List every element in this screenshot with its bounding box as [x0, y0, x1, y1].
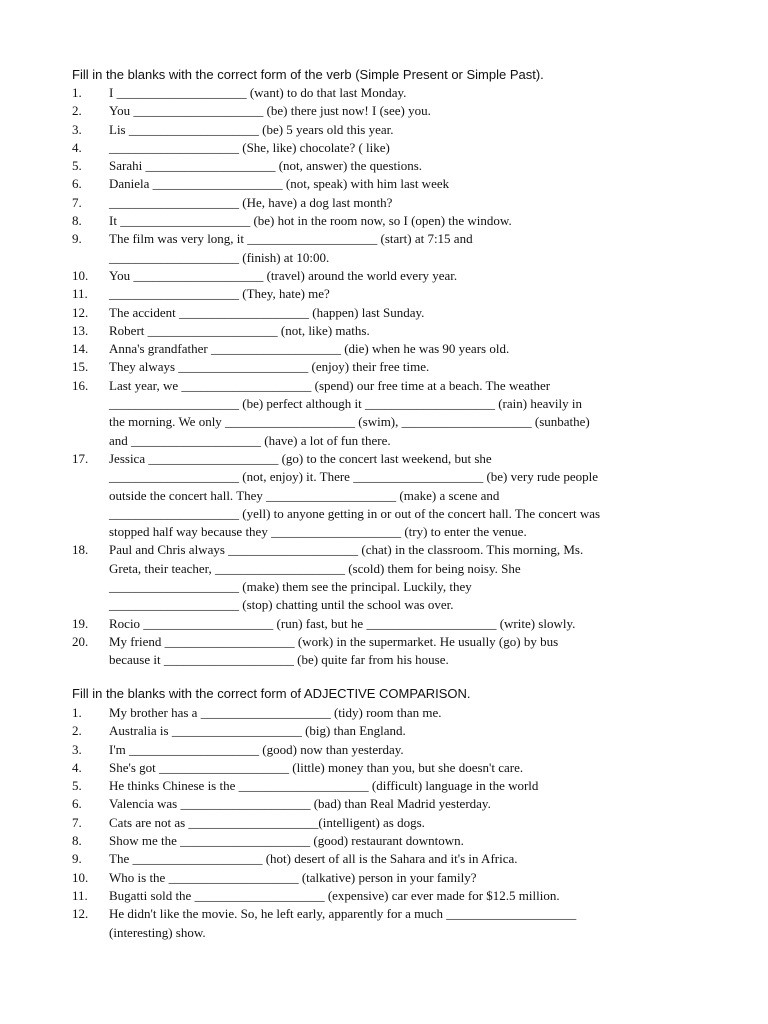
- exercise-item: [72, 304, 702, 322]
- item-sentence: Daniela ____________________ (not, speak) with him last week: [109, 176, 450, 192]
- exercise-item: [72, 175, 702, 193]
- item-number: 2.: [72, 723, 82, 739]
- item-number: 8.: [72, 833, 82, 849]
- item-sentence: Rocio ____________________ (run) fast, but he ____________________ (write) slowly.: [109, 615, 576, 631]
- item-sentence: They always ____________________ (enjoy) their free time.: [109, 359, 430, 375]
- exercise-item: [72, 377, 702, 450]
- exercise-item: [72, 869, 702, 887]
- item-sentence: Australia is ____________________ (big) than England.: [109, 723, 406, 739]
- item-number: 10.: [72, 267, 89, 283]
- exercise-item: [72, 814, 702, 832]
- exercise-item: [72, 267, 702, 285]
- exercise-item: [72, 905, 702, 942]
- item-sentence: Last year, we ____________________ (spend) our free time at a beach. The weather ____________________ (be) perfect although it ____________________ (rain) heavily in the morning. We only ____________________ (swim), ____________________ (sunbathe) and ____________________ (have) a lot of fun there.: [109, 377, 590, 448]
- item-number: 7.: [72, 814, 82, 830]
- exercise-item: [72, 887, 702, 905]
- section-1-heading: Fill in the blanks with the correct form of the verb (Simple Present or Simple Past).: [72, 67, 544, 82]
- item-sentence: You ____________________ (be) there just now! I (see) you.: [109, 103, 431, 119]
- item-sentence: He didn't like the movie. So, he left early, apparently for a much ____________________ (interesting) show.: [109, 906, 577, 940]
- item-number: 20.: [72, 633, 89, 649]
- section-2-heading: Fill in the blanks with the correct form of ADJECTIVE COMPARISON.: [72, 686, 471, 701]
- exercise-item: [72, 194, 702, 212]
- item-number: 1.: [72, 705, 82, 720]
- item-sentence: ____________________ (She, like) chocolate? ( like): [109, 139, 390, 155]
- exercise-item: [72, 212, 702, 230]
- item-number: 3.: [72, 121, 82, 137]
- item-sentence: ____________________ (They, hate) me?: [109, 286, 330, 302]
- item-number: 13.: [72, 322, 89, 338]
- item-number: 8.: [72, 213, 82, 229]
- item-sentence: Jessica ____________________ (go) to the concert last weekend, but she ____________________ (not, enjoy) it. There ____________________ (be) very rude people outside the concert hall. They ____________________ (make) a scene and ____________________ (yell) to anyone getting in or out of the concert hall. The concert was stopped half way because they ____________________ (try) to enter the venue.: [109, 450, 601, 540]
- exercise-item: [72, 832, 702, 850]
- item-sentence: He thinks Chinese is the ____________________ (difficult) language in the world: [109, 778, 539, 794]
- exercise-item: [72, 358, 702, 376]
- item-sentence: She's got ____________________ (little) money than you, but she doesn't care.: [109, 759, 524, 775]
- exercise-item: [72, 230, 702, 267]
- item-sentence: The accident ____________________ (happen) last Sunday.: [109, 304, 425, 320]
- item-sentence: I'm ____________________ (good) now than yesterday.: [109, 741, 404, 757]
- item-sentence: My friend ____________________ (work) in the supermarket. He usually (go) by bus because it ____________________ (be) quite far from his house.: [109, 633, 559, 668]
- item-sentence: Anna's grandfather ____________________ (die) when he was 90 years old.: [109, 341, 510, 357]
- exercise-item: [72, 322, 702, 340]
- item-sentence: Paul and Chris always ____________________ (chat) in the classroom. This morning, Ms. Greta, their teacher, ____________________ (scold) them for being noisy. She ____________________ (make) them see the principal. Luckily, they ____________________ (stop) chatting until the school was over.: [109, 542, 584, 613]
- item-number: 3.: [72, 741, 82, 757]
- item-number: 1.: [72, 85, 82, 100]
- exercise-item: [72, 795, 702, 813]
- exercise-item: [72, 121, 702, 139]
- item-sentence: Who is the ____________________ (talkative) person in your family?: [109, 869, 477, 885]
- exercise-item: [72, 704, 702, 722]
- item-number: 10.: [72, 869, 89, 885]
- exercise-item: [72, 850, 702, 868]
- item-sentence: ____________________ (He, have) a dog last month?: [109, 194, 393, 210]
- exercise-item: [72, 615, 702, 633]
- exercise-item: [72, 285, 702, 303]
- item-number: 16.: [72, 377, 89, 393]
- item-number: 9.: [72, 851, 82, 867]
- item-sentence: Sarahi ____________________ (not, answer) the questions.: [109, 158, 423, 174]
- item-number: 4.: [72, 139, 82, 155]
- adjective-exercise-list: [72, 704, 702, 942]
- item-number: 5.: [72, 778, 82, 794]
- exercise-item: [72, 633, 702, 670]
- item-sentence: Robert ____________________ (not, like) maths.: [109, 322, 370, 338]
- item-sentence: Bugatti sold the ____________________ (expensive) car ever made for $12.5 million.: [109, 887, 560, 903]
- item-number: 6.: [72, 796, 82, 812]
- item-sentence: My brother has a ____________________ (tidy) room than me.: [109, 705, 442, 720]
- item-number: 9.: [72, 231, 82, 247]
- item-number: 12.: [72, 304, 89, 320]
- item-number: 7.: [72, 194, 82, 210]
- exercise-item: [72, 157, 702, 175]
- exercise-item: [72, 139, 702, 157]
- item-sentence: The ____________________ (hot) desert of all is the Sahara and it's in Africa.: [109, 851, 518, 867]
- item-number: 6.: [72, 176, 82, 192]
- item-sentence: The film was very long, it ____________________ (start) at 7:15 and ____________________ (finish) at 10:00.: [109, 231, 473, 265]
- item-sentence: Show me the ____________________ (good) restaurant downtown.: [109, 833, 464, 849]
- exercise-item: [72, 541, 702, 614]
- item-number: 5.: [72, 158, 82, 174]
- verb-exercise-list: [72, 84, 702, 670]
- item-sentence: Cats are not as ____________________(intelligent) as dogs.: [109, 814, 425, 830]
- item-sentence: You ____________________ (travel) around the world every year.: [109, 267, 458, 283]
- item-number: 17.: [72, 450, 89, 466]
- item-number: 11.: [72, 887, 88, 903]
- item-number: 12.: [72, 906, 89, 922]
- item-number: 11.: [72, 286, 88, 302]
- exercise-item: [72, 759, 702, 777]
- item-number: 15.: [72, 359, 89, 375]
- item-sentence: Valencia was ____________________ (bad) than Real Madrid yesterday.: [109, 796, 491, 812]
- item-number: 18.: [72, 542, 89, 558]
- item-sentence: It ____________________ (be) hot in the room now, so I (open) the window.: [109, 213, 512, 229]
- item-sentence: I ____________________ (want) to do that last Monday.: [109, 85, 407, 100]
- exercise-item: [72, 777, 702, 795]
- item-number: 14.: [72, 341, 89, 357]
- item-number: 19.: [72, 615, 89, 631]
- exercise-item: [72, 102, 702, 120]
- exercise-item: [72, 722, 702, 740]
- exercise-item: [72, 741, 702, 759]
- exercise-item: [72, 340, 702, 358]
- exercise-item: [72, 450, 702, 541]
- exercise-item: [72, 84, 702, 102]
- item-number: 4.: [72, 759, 82, 775]
- item-sentence: Lis ____________________ (be) 5 years old this year.: [109, 121, 394, 137]
- item-number: 2.: [72, 103, 82, 119]
